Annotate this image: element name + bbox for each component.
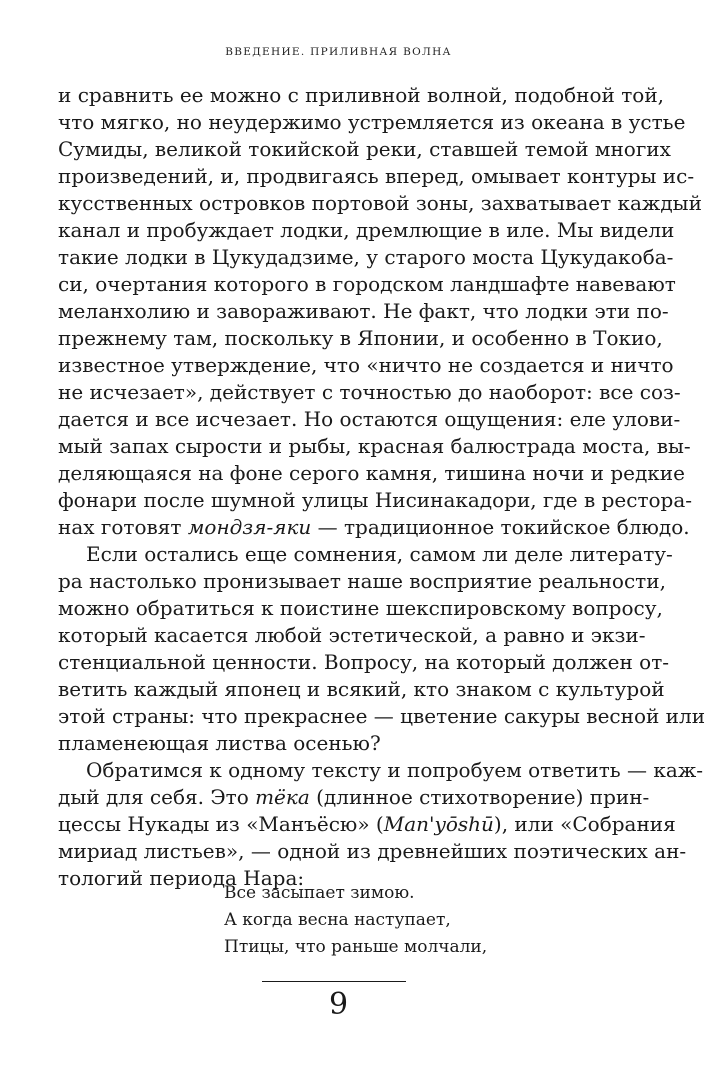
text-line: прежнему там, поскольку в Японии, и особенно в Токио, [58,326,663,350]
text-line: ветить каждый японец и всякий, кто знаком с культурой [58,677,665,701]
poem-line: Птицы, что раньше молчали, [224,937,488,957]
text-line: меланхолию и завораживают. Не факт, что лодки эти по- [58,299,669,323]
poem-line: А когда весна наступает, [224,910,451,930]
footer-rule [262,981,406,982]
page-number: 9 [328,987,349,1022]
italic-term: мондзя-яки [187,515,312,539]
text-line [58,811,676,838]
running-head: ВВЕДЕНИЕ. ПРИЛИВНАЯ ВОЛНА [225,46,452,58]
text-line: стенциальной ценности. Вопросу, на который должен от- [58,650,670,674]
text-line: канал и пробуждает лодки, дремлющие в иле. Мы видели [58,218,675,242]
text-line: произведений, и, продвигаясь вперед, омывает контуры ис- [58,164,695,188]
text-line: кусственных островков портовой зоны, захватывает каждый [58,191,702,215]
text-line: этой страны: что прекраснее — цветение сакуры весной или [58,704,705,728]
text-line: дается и все исчезает. Но остаются ощущения: еле улови- [58,407,681,431]
italic-term: тёка [255,785,310,809]
text-line: мириад листьев», — одной из древнейших поэтических ан- [58,839,687,863]
text-line: не исчезает», действует с точностью до наоборот: все соз- [58,380,681,404]
text-line [58,784,650,811]
text-line: что мягко, но неудержимо устремляется из океана в устье [58,110,686,134]
text-line: такие лодки в Цукудадзиме, у старого моста Цукудакоба- [58,245,674,269]
text-line [58,514,690,541]
text-line: фонари после шумной улицы Нисинакадори, где в рестора- [58,488,693,512]
text-line: известное утверждение, что «ничто не создается и ничто [58,353,674,377]
text-line: можно обратиться к поистине шекспировскому вопросу, [58,596,663,620]
text-line: тологий периода Нара: [58,866,305,890]
text-line: деляющаяся на фоне серого камня, тишина ночи и редкие [58,461,685,485]
body-text [58,82,705,892]
italic-term: Man'yōshū [383,812,494,836]
text-line: ра настолько пронизывает наше восприятие реальности, [58,569,666,593]
text-run: дый для себя. Это [58,785,256,809]
text-line: Сумиды, великой токийской реки, ставшей темой многих [58,137,671,161]
text-run: цессы Нукады из «Манъёсю» ( [58,812,384,836]
text-run: нах готовят [58,515,188,539]
text-line: который касается любой эстетической, а равно и экзи- [58,623,646,647]
text-line: Если остались еще сомнения, самом ли деле литерату- [86,542,673,566]
text-line: и сравнить ее можно с приливной волной, подобной той, [58,83,665,107]
text-line: мый запах сырости и рыбы, красная балюстрада моста, вы- [58,434,691,458]
text-run: — традиционное токийское блюдо. [311,515,690,539]
text-line: пламенеющая листва осенью? [58,731,381,755]
poem-line: Все засыпает зимою. [224,883,415,903]
text-run: ), или «Собрания [493,812,676,836]
text-line: Обратимся к одному тексту и попробуем ответить — каж- [86,758,703,782]
poem-excerpt [224,880,487,961]
text-line: си, очертания которого в городском ландшафте навевают [58,272,676,296]
text-run: (длинное стихотворение) прин- [309,785,650,809]
